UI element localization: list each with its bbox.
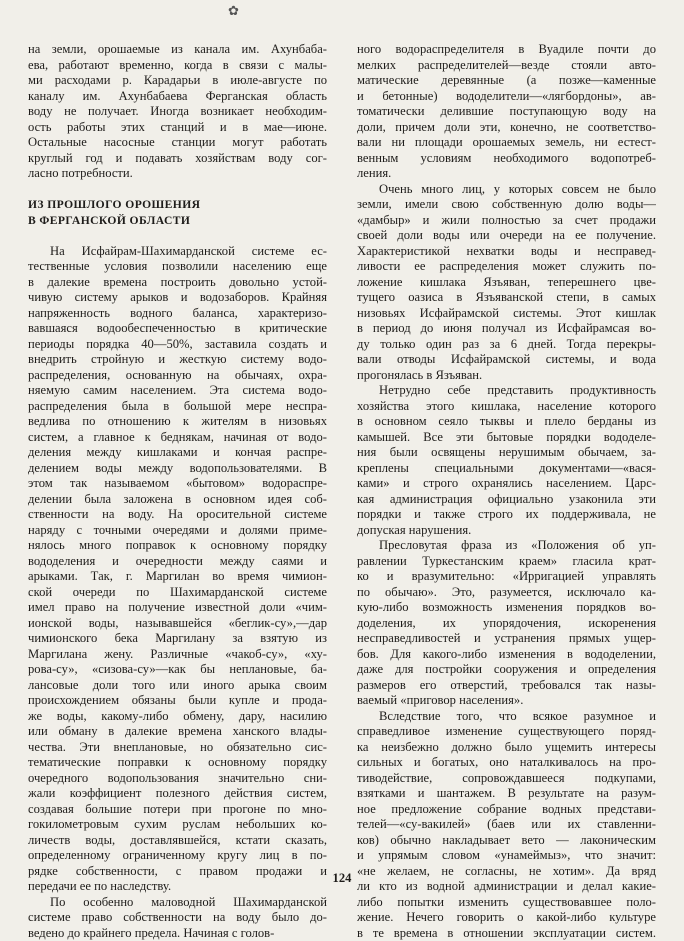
text-line: делением воды между водопользователями. В	[28, 461, 327, 477]
text-line: земли, имели свою собственную долю воды—	[357, 197, 656, 213]
text-line: ливости ее распределения может служить по-	[357, 259, 656, 275]
text-line: няемую самим населением. Эта система водо-	[28, 383, 327, 399]
text-line: ли кто из водной администрации и делал какие-	[357, 879, 656, 895]
text-line: системе право собственности на воду было до-	[28, 910, 327, 926]
text-line: распределения была в большой мере неспра-	[28, 399, 327, 415]
text-line: вавшаяся водообеспеченностью в критические	[28, 321, 327, 337]
text-line: допуская нарушения.	[357, 523, 656, 539]
text-line: кая администрация официально узаконила эти	[357, 492, 656, 508]
text-line: периоды порядка 40—50%, заставила создать и	[28, 337, 327, 353]
spacer	[28, 228, 327, 244]
text-line: жение. Нечего говорить о какой-либо культуре	[357, 910, 656, 926]
text-line: деления между кишлаками и кончая распре-	[28, 445, 327, 461]
text-line: камышей. Все эти бытовые порядки вододеле-	[357, 430, 656, 446]
text-line: внедрить стройную и жесткую систему водо-	[28, 352, 327, 368]
text-line: «не желаем, не согласны, не хотим». Да вряд	[357, 864, 656, 880]
text-line: ления.	[357, 166, 656, 182]
text-line: Очень много лиц, у которых совсем не было	[357, 182, 656, 198]
text-line: в период до июня получал из Исфайрамсая во-	[357, 321, 656, 337]
text-line: ведлива по отношению к жителям в низовьях	[28, 414, 327, 430]
text-line: ко и вразумительно: «Ирригацией управлять	[357, 569, 656, 585]
text-line: Пресловутая фраза из «Положения об уп-	[357, 538, 656, 554]
text-line: чивую систему арыков и водозаборов. Крайняя	[28, 290, 327, 306]
text-line: жали коэффициент полезного действия систем,	[28, 786, 327, 802]
text-line: Маргилана жену. Различные «чакоб-су», «ху-	[28, 647, 327, 663]
text-line: тущего оазиса в Язъяванской степи, в самых	[357, 290, 656, 306]
text-line: лансовые доли того или иного арыка своим	[28, 678, 327, 694]
text-line: распределения, основанную на обычаях, охра-	[28, 368, 327, 384]
text-line: Вследствие того, что всякое разумное и	[357, 709, 656, 725]
page-ornament: ✿	[228, 4, 239, 18]
text-line: даже для постройки сооружения и определения	[357, 662, 656, 678]
text-line: ния были освящены нерушимым обычаем, за-	[357, 445, 656, 461]
spacer	[28, 182, 327, 198]
text-line: Остальные насосные станции могут работать	[28, 135, 327, 151]
text-line: ка неизбежно должно было ущемить интересы	[357, 740, 656, 756]
text-line: каналу им. Ахунбабаева Ферганская область	[28, 89, 327, 105]
text-line: вали ни площади орошаемых земель, ни естест-	[357, 135, 656, 151]
text-line: кую-либо возможность изменения порядков во-	[357, 600, 656, 616]
text-line: доделения, их упорядочения, искоренения	[357, 616, 656, 632]
text-line: же воды, какому-либо обмену, дару, насилию	[28, 709, 327, 725]
text-line: происхождением обязаны были купле и прода-	[28, 693, 327, 709]
text-line: ской очереди по Шахимарданской системе	[28, 585, 327, 601]
text-line: чимионского бека Маргилану за взятую из	[28, 631, 327, 647]
text-line: креплены специальными документами—«вася-	[357, 461, 656, 477]
text-line: несправедливостей и устранения прямых ущер-	[357, 631, 656, 647]
text-line: ласно потребности.	[28, 166, 327, 182]
right-column	[357, 42, 656, 941]
text-line: ков) обычно накладывает вето — лаконическим	[357, 833, 656, 849]
text-line: ду только один раз за 6 дней. Тогда перекры-	[357, 337, 656, 353]
text-line: наряду с точными очередями и долями приме-	[28, 523, 327, 539]
text-line: мелких распределителей—везде стояли авто-	[357, 58, 656, 74]
text-line: этом так называемом «бытовом» водораспре-	[28, 476, 327, 492]
text-line: делении была заложена в основном идея соб-	[28, 492, 327, 508]
text-line: Нетрудно себе представить продуктивность	[357, 383, 656, 399]
text-line: низовьях Исфайрамской системы. Этот кишлак	[357, 306, 656, 322]
text-line: рядке собственности, с правом продажи и	[28, 864, 327, 880]
text-line: хозяйства этого кишлака, население которого	[357, 399, 656, 415]
text-line: порядки и также строго их поддерживала, не	[357, 507, 656, 523]
text-line: по обычаю». Это, разумеется, исключало ка-	[357, 585, 656, 601]
text-line: ложение кишлака Язъяван, теперешнего цве-	[357, 275, 656, 291]
text-line: ного водораспределителя в Вуадиле почти до	[357, 42, 656, 58]
text-line: либо попытки изменить существовавшее поло-	[357, 895, 656, 911]
text-line: взятками и шантажем. В результате на разум-	[357, 786, 656, 802]
text-line: ость работы этих станций и в мае—июне.	[28, 120, 327, 136]
text-line: сильных и богатых, оно наталкивалось на про-	[357, 755, 656, 771]
text-line: и бетонные) вододелители—«лягбордоны», ав-	[357, 89, 656, 105]
text-line: в те времена в отношении эксплуатации систем.	[357, 926, 656, 941]
text-line: телей—«су-вакилей» (баев или их ставленни-	[357, 817, 656, 833]
section-heading: ИЗ ПРОШЛОГО ОРОШЕНИЯ	[28, 197, 327, 213]
text-line: передачи ее по наследству.	[28, 879, 327, 895]
text-line: равлении Туркестанским краем» гласила крат-	[357, 554, 656, 570]
text-line: венным условиям необходимого водопотреб-	[357, 151, 656, 167]
text-line: нялось много поправок к основному порядку	[28, 538, 327, 554]
text-line: и упрямым словом «унамеймыз», что значит:	[357, 848, 656, 864]
text-line: чества. Эти внеплановые, но обязательно сис-	[28, 740, 327, 756]
text-line: «дамбыр» и жили полностью за счет продажи	[357, 213, 656, 229]
text-line: создавая большие потери при прогоне по мно-	[28, 802, 327, 818]
text-line: бов. Для какого-либо изменения в вододелении,	[357, 647, 656, 663]
text-line: размеров его отверстий, требовался так назы-	[357, 678, 656, 694]
text-line: ми расходами р. Карадарьи в июле-августе по	[28, 73, 327, 89]
text-line: напряженность водного баланса, характеризо-	[28, 306, 327, 322]
section-heading: В ФЕРГАНСКОЙ ОБЛАСТИ	[28, 213, 327, 229]
text-line: личеств воды, доставлявшейся, кстати сказать,	[28, 833, 327, 849]
text-line: ственности на воду. На оросительной системе	[28, 507, 327, 523]
text-line: или обману в далекие времена ханского влады-	[28, 724, 327, 740]
text-line: вали отводы Исфайрамской системы, и вода	[357, 352, 656, 368]
text-line: ками» и строго охранялись населением. Царс-	[357, 476, 656, 492]
text-line: в далекие времена построить довольно устой-	[28, 275, 327, 291]
text-line: на земли, орошаемые из канала им. Ахунбаба-	[28, 42, 327, 58]
text-line: ева, работают временно, когда в связи с малы-	[28, 58, 327, 74]
text-line: рова-су», «сизова-су»—как бы неплановые, ба-	[28, 662, 327, 678]
text-line: томатически делившие поступающую воду на	[357, 104, 656, 120]
text-line: На Исфайрам-Шахимарданской системе ес-	[28, 244, 327, 260]
text-line: По особенно маловодной Шахимарданской	[28, 895, 327, 911]
text-line: справедливое изменение существующего поряд-	[357, 724, 656, 740]
text-line: арыками. Так, г. Маргилан во время чимион-	[28, 569, 327, 585]
text-line: ионской воды, называвшейся «беглик-су»,—дар	[28, 616, 327, 632]
text-line: в основном сеяло тыквы и плело берданы из	[357, 414, 656, 430]
text-line: своей доли воды или очереди на ее получение.	[357, 228, 656, 244]
text-line: гокилометровым сухим руслам небольших ко-	[28, 817, 327, 833]
text-line: ное предложение собрание водных представи-	[357, 802, 656, 818]
text-line: круглый год и подавать хозяйствам воду сог-	[28, 151, 327, 167]
text-line: Характеристикой нехватки воды и несправед-	[357, 244, 656, 260]
text-line: тиводействие, сопровождавшееся подкупами,	[357, 771, 656, 787]
text-line: воду не получает. Иногда возникает необходим-	[28, 104, 327, 120]
text-line: тематические поправки к основному порядку	[28, 755, 327, 771]
text-line: систем, а главное к беднякам, начиная от водо-	[28, 430, 327, 446]
text-line: ваемый «приговор населения».	[357, 693, 656, 709]
text-line: тественные условия позволили населению еще	[28, 259, 327, 275]
text-line: определенному ограниченному кругу лиц в по-	[28, 848, 327, 864]
text-line: матические деревянные (а позже—каменные	[357, 73, 656, 89]
text-line: вододеления и очередности между саями и	[28, 554, 327, 570]
left-column	[28, 42, 327, 941]
text-line: прогонялась в Язъяван.	[357, 368, 656, 384]
text-line: ведено до крайнего предела. Начиная с голов-	[28, 926, 327, 941]
text-line: очередного водопользования значительно сни-	[28, 771, 327, 787]
text-line: доли, причем доли эти, конечно, не соответство-	[357, 120, 656, 136]
text-line: имел право на получение известной доли «чим-	[28, 600, 327, 616]
page-number: 124	[0, 871, 684, 886]
